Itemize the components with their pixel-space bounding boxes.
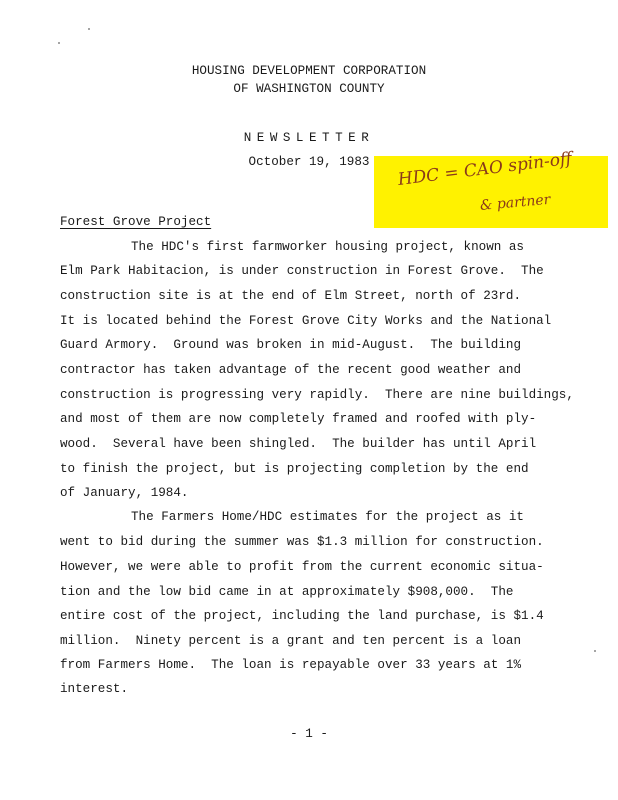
- paragraph1-line: construction is progressing very rapidly. There are nine buildings,: [60, 388, 574, 402]
- org-name-line2: OF WASHINGTON COUNTY: [233, 82, 385, 96]
- paragraph2-line: went to bid during the summer was $1.3 million for construction.: [60, 535, 544, 549]
- paragraph1-line: Elm Park Habitacion, is under construction in Forest Grove. The: [60, 264, 544, 278]
- section-heading: Forest Grove Project: [60, 215, 212, 229]
- sticky-note: [374, 148, 608, 228]
- paragraph1-line: of January, 1984.: [60, 486, 189, 500]
- paragraph1-line: wood. Several have been shingled. The builder has until April: [60, 437, 537, 451]
- paragraph1-line: Guard Armory. Ground was broken in mid-August. The building: [60, 338, 522, 352]
- page-number: - 1 -: [290, 727, 328, 741]
- org-name-line1: HOUSING DEVELOPMENT CORPORATION: [191, 64, 427, 78]
- sticky-note-line2: & partner: [479, 191, 551, 214]
- paragraph1-line: to finish the project, but is projecting completion by the end: [60, 462, 529, 476]
- paragraph2-line: tion and the low bid came in at approximately $908,000. The: [60, 585, 514, 599]
- scan-speck: [58, 42, 60, 44]
- paragraph1-line: The HDC's first farmworker housing project, known as: [131, 240, 524, 254]
- paragraph2-line: from Farmers Home. The loan is repayable over 33 years at 1%: [60, 658, 522, 672]
- paragraph1-line: It is located behind the Forest Grove City Works and the National: [60, 314, 552, 328]
- paragraph1-line: construction site is at the end of Elm Street, north of 23rd.: [60, 289, 522, 303]
- paragraph2-line: million. Ninety percent is a grant and ten percent is a loan: [60, 634, 522, 648]
- newsletter-date: October 19, 1983: [248, 155, 370, 169]
- scan-speck: [594, 650, 596, 652]
- paragraph2-line: entire cost of the project, including the land purchase, is $1.4: [60, 609, 544, 623]
- paragraph1-line: contractor has taken advantage of the recent good weather and: [60, 363, 522, 377]
- paragraph2-line: interest.: [60, 682, 129, 696]
- newsletter-title: NEWSLETTER: [243, 131, 375, 145]
- scan-speck: [88, 28, 90, 30]
- paragraph2-line: However, we were able to profit from the current economic situa-: [60, 560, 544, 574]
- paragraph2-line: The Farmers Home/HDC estimates for the project as it: [131, 510, 524, 524]
- paragraph1-line: and most of them are now completely framed and roofed with ply-: [60, 412, 537, 426]
- sticky-note-line1: HDC = CAO spin-off: [396, 148, 574, 190]
